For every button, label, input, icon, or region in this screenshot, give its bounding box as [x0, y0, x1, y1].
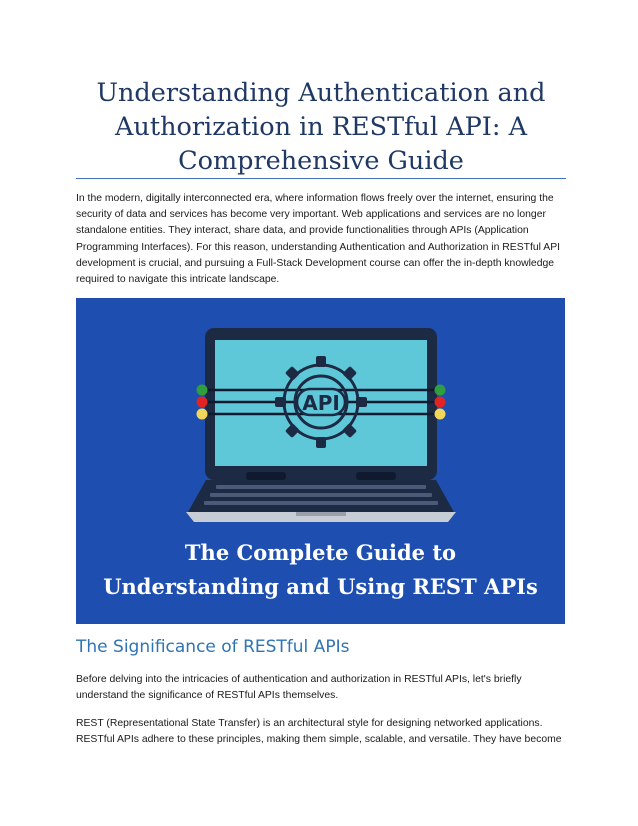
document-title: Understanding Authentication and Authorization in RESTful API: A Comprehensive Guide [96, 78, 546, 176]
trackpad-notch [296, 512, 346, 516]
indicator-lights-left [197, 385, 208, 420]
section-heading: The Significance of RESTful APIs [76, 637, 350, 657]
keyboard-keys [204, 485, 438, 505]
hinge-left [246, 472, 286, 480]
hero-caption-line1: The Complete Guide to [184, 540, 457, 565]
api-badge-text: API [302, 391, 340, 415]
section-paragraph-2: REST (Representational State Transfer) is an architectural style for designing networked applications. RESTful APIs adhere to these principles, making them simple, scalable, and versatile. They have become [76, 718, 562, 746]
hero-image [76, 298, 565, 624]
hero-caption-line2: Understanding and Using REST APIs [103, 574, 538, 599]
hero-caption [76, 536, 565, 604]
section-paragraph-1: Before delving into the intricacies of authentication and authorization in RESTful APIs, let's briefly understand the significance of RESTful APIs themselves. [76, 674, 522, 702]
hinge-right [356, 472, 396, 480]
intro-paragraph: In the modern, digitally interconnected era, where information flows freely over the internet, ensuring the security of data and services has become very important. Web applications and services are no longer standalone entities. They interact, share data, and provide functionalities through APIs (Application Programming Interfaces). For this reason, understanding Authentication and Authorization in RESTful API development is crucial, and pursuing a Full-Stack Development course can offer the in-depth knowledge required to navigate this intricate landscape. [76, 193, 561, 286]
indicator-lights-right [435, 385, 446, 420]
title-underline [76, 178, 566, 179]
